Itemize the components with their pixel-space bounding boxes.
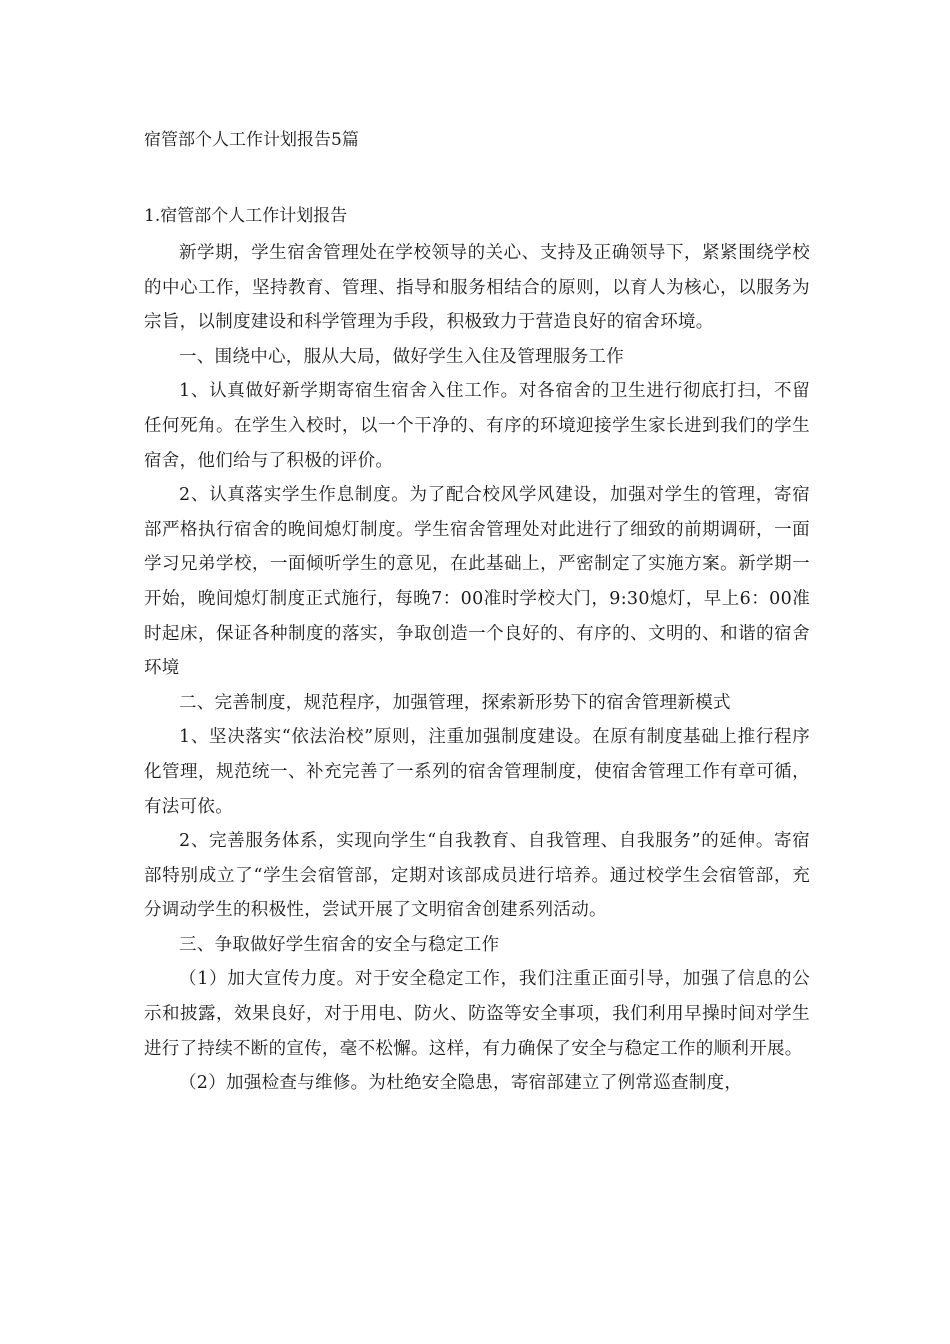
paragraph-item: 1、坚决落实“依法治校”原则，注重加强制度建设。在原有制度基础上推行程序化管理，规范统一、补充完善了一系列的宿舍管理制度，使宿舍管理工作有章可循，有法可依。 (144, 727, 810, 817)
paragraph-item: 1、认真做好新学期寄宿生宿舍入住工作。对各宿舍的卫生进行彻底打扫，不留任何死角。在学生入校时，以一个干净的、有序的环境迎接学生家长进到我们的学生宿舍，他们给与了积极的评价。 (144, 381, 810, 471)
document-title: 宿管部个人工作计划报告5篇 (144, 130, 359, 150)
paragraph-item: 2、认真落实学生作息制度。为了配合校风学风建设，加强对学生的管理，寄宿部严格执行宿舍的晚间熄灯制度。学生宿舍管理处对此进行了细致的前期调研，一面学习兄弟学校，一面倾听学生的意见，在此基础上，严密制定了实施方案。新学期一开始，晚间熄灯制度正式施行，每晚7：00准时学校大门，9:30熄灯，早上6：00准时起床，保证各种制度的落实，争取创造一个良好的、有序的、文明的、和谐的宿舍环境 (144, 485, 810, 679)
paragraph-item: 2、完善服务体系，实现向学生“自我教育、自我管理、自我服务”的延伸。寄宿部特别成立了“学生会宿管部，定期对该部成员进行培养。通过校学生会宿管部，充分调动学生的积极性，尝试开展了文明宿舍创建系列活动。 (144, 831, 810, 921)
paragraph-heading-2: 二、完善制度，规范程序，加强管理，探索新形势下的宿舍管理新模式 (179, 692, 731, 713)
paragraph-heading-3: 三、争取做好学生宿舍的安全与稳定工作 (179, 934, 500, 955)
paragraph-item: （1）加大宣传力度。对于安全稳定工作，我们注重正面引导，加强了信息的公示和披露，效果良好，对于用电、防火、防盗等安全事项，我们利用早操时间对学生进行了持续不断的宣传，毫不松懈。这样，有力确保了安全与稳定工作的顺利开展。 (144, 969, 810, 1059)
paragraph-item: （2）加强检查与维修。为杜绝安全隐患，寄宿部建立了例常巡查制度， (179, 1073, 743, 1094)
paragraph-heading-1: 一、围绕中心，服从大局，做好学生入住及管理服务工作 (179, 346, 624, 367)
paragraph-intro: 新学期，学生宿舍管理处在学校领导的关心、支持及正确领导下，紧紧围绕学校的中心工作，坚持教育、管理、指导和服务相结合的原则，以育人为核心，以服务为宗旨，以制度建设和科学管理为手段，积极致力于营造良好的宿舍环境。 (144, 243, 810, 333)
section-heading: 1.宿管部个人工作计划报告 (144, 206, 348, 226)
document-page (144, 126, 810, 1101)
